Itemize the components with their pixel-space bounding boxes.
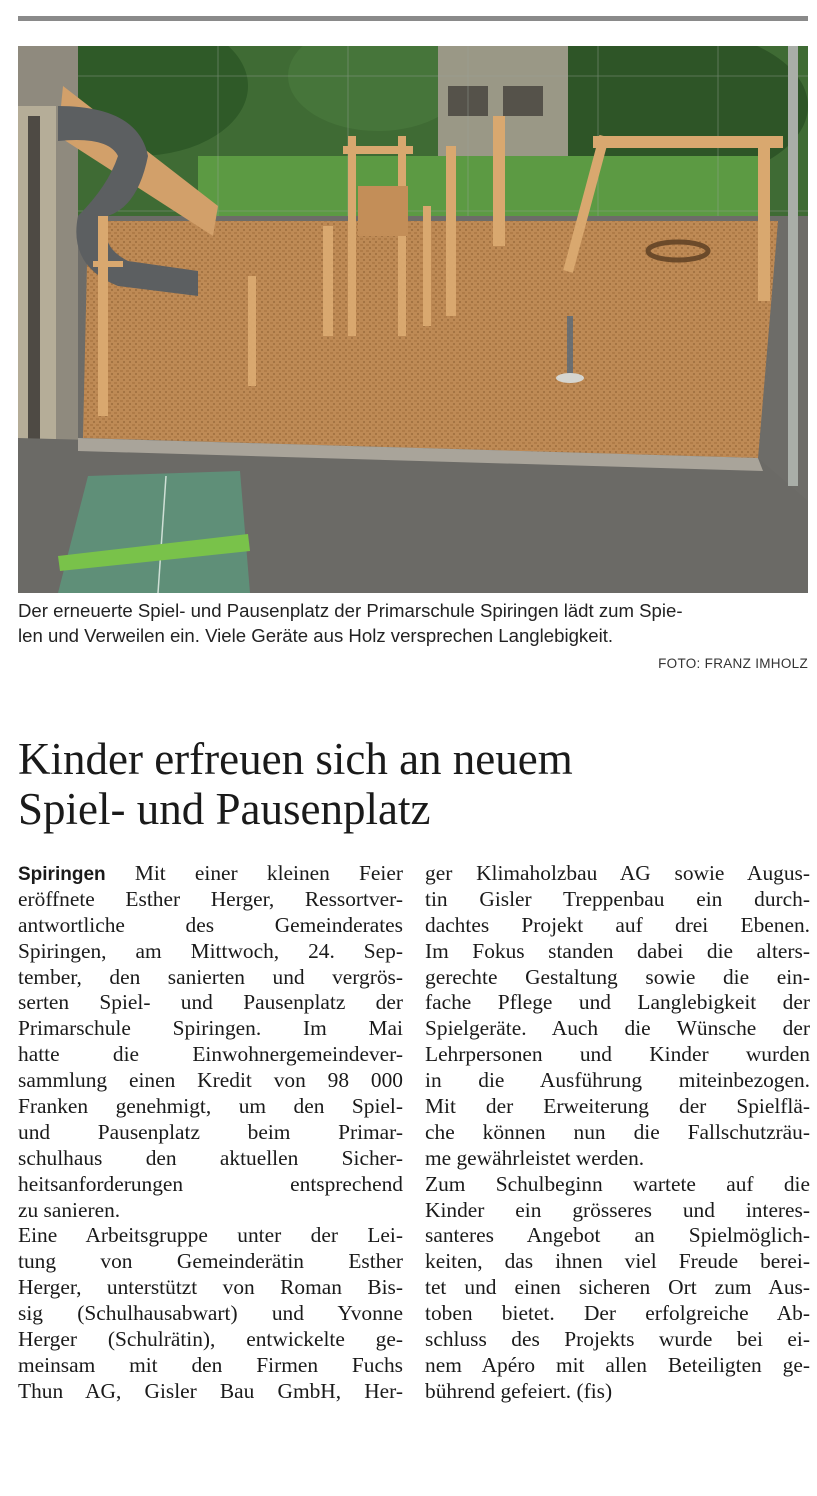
- article-line: antwortliche des Gemeinderates: [18, 912, 403, 937]
- article-line: dachtes Projekt auf drei Ebenen.: [425, 912, 810, 937]
- article-line: santeres Angebot an Spielmöglich-: [425, 1223, 810, 1248]
- article-line: hatte die Einwohnergemeindever-: [18, 1042, 403, 1067]
- article-line: toben bietet. Der erfolgreiche Ab-: [425, 1301, 810, 1326]
- article-line: tin Gisler Treppenbau ein durch-: [425, 886, 810, 911]
- article-column-left: [18, 861, 403, 1405]
- playground-photo: [18, 46, 808, 593]
- article-line: Spiringen, am Mittwoch, 24. Sep-: [18, 938, 403, 963]
- article-line: Spiringen Mit einer kleinen Feier: [18, 861, 403, 885]
- article-line: Spielgeräte. Auch die Wünsche der: [425, 1016, 810, 1041]
- article-line: tung von Gemeinderätin Esther: [18, 1249, 403, 1274]
- article-line: sig (Schulhausabwart) und Yvonne: [18, 1301, 403, 1326]
- article-line: Herger (Schulrätin), entwickelte ge-: [18, 1327, 403, 1352]
- article-line: keiten, das ihnen viel Freude berei-: [425, 1249, 810, 1274]
- top-rule: [18, 16, 808, 21]
- headline-line-2: Spiel- und Pausenplatz: [18, 784, 431, 834]
- article-line: Primarschule Spiringen. Im Mai: [18, 1016, 403, 1041]
- article-line: schluss des Projekts wurde bei ei-: [425, 1327, 810, 1352]
- article-line: Thun AG, Gisler Bau GmbH, Her-: [18, 1378, 403, 1403]
- article-line: Eine Arbeitsgruppe unter der Lei-: [18, 1223, 403, 1248]
- article-line: gerechte Gestaltung sowie die ein-: [425, 964, 810, 989]
- article-line: in die Ausführung miteinbezogen.: [425, 1068, 810, 1093]
- caption-line-2: len und Verweilen ein. Viele Geräte aus Holz versprechen Langlebigkeit.: [18, 625, 614, 646]
- article-line: Franken genehmigt, um den Spiel-: [18, 1094, 403, 1119]
- article-line: meinsam mit den Firmen Fuchs: [18, 1352, 403, 1377]
- article-line: Lehrpersonen und Kinder wurden: [425, 1042, 810, 1067]
- article-line: tember, den sanierten und vergrös-: [18, 964, 403, 989]
- article-line: fache Pflege und Langlebigkeit der: [425, 990, 810, 1015]
- article-line: und Pausenplatz beim Primar-: [18, 1119, 403, 1144]
- article-line: schulhaus den aktuellen Sicher-: [18, 1145, 403, 1170]
- article-line: heitsanforderungen entsprechend: [18, 1171, 403, 1196]
- article-line: Mit der Erweiterung der Spielflä-: [425, 1094, 810, 1119]
- article-line: bührend gefeiert. (fis): [425, 1378, 613, 1403]
- article-line: eröffnete Esther Herger, Ressortver-: [18, 886, 403, 911]
- article-headline: [18, 734, 808, 834]
- article-line: Im Fokus standen dabei die alters-: [425, 938, 810, 963]
- headline-line-1: Kinder erfreuen sich an neuem: [18, 734, 573, 784]
- article-line: tet und einen sicheren Ort zum Aus-: [425, 1275, 810, 1300]
- playground-illustration: [18, 46, 808, 593]
- article-line: Kinder ein grösseres und interes-: [425, 1197, 810, 1222]
- article-line: Herger, unterstützt von Roman Bis-: [18, 1275, 403, 1300]
- article-line: serten Spiel- und Pausenplatz der: [18, 990, 403, 1015]
- photo-caption: [18, 598, 810, 648]
- photo-credit: FOTO: FRANZ IMHOLZ: [658, 656, 808, 671]
- article-line: zu sanieren.: [18, 1197, 121, 1222]
- article-line: me gewährleistet werden.: [425, 1145, 645, 1170]
- article-line: Zum Schulbeginn wartete auf die: [425, 1171, 810, 1196]
- dateline: Spiringen: [18, 864, 106, 885]
- article-line: ger Klimaholzbau AG sowie Augus-: [425, 861, 810, 885]
- article-line: che können nun die Fallschutzräu-: [425, 1119, 810, 1144]
- article-column-right: [425, 861, 810, 1405]
- caption-line-1: Der erneuerte Spiel- und Pausenplatz der Primarschule Spiringen lädt zum Spie-: [18, 600, 683, 621]
- article-line: sammlung einen Kredit von 98 000: [18, 1068, 403, 1093]
- article-line: nem Apéro mit allen Beteiligten ge-: [425, 1352, 810, 1377]
